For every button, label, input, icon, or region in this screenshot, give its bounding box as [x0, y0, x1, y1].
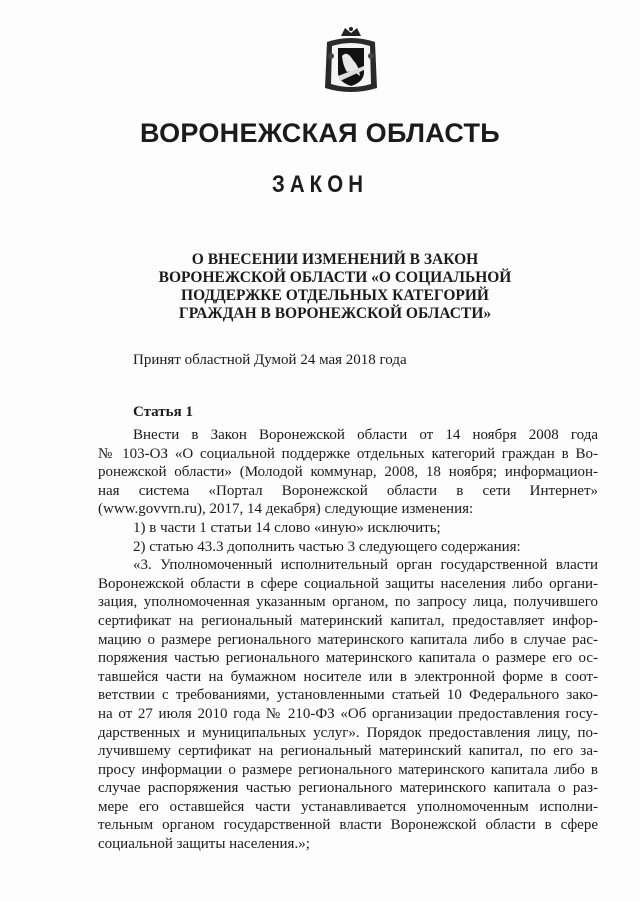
- text-line: ветствии с требованиями, установленными статьей 10 Федерального зако-: [98, 687, 598, 704]
- text-line: дарственных и муниципальных услуг». Порядок предоставления лицу, по-: [98, 724, 598, 741]
- text-line: Воронежской области в сфере социальной защиты населения либо органи-: [98, 575, 598, 592]
- text-line: «3. Уполномоченный исполнительный орган государственной власти: [133, 557, 598, 574]
- text-line: на от 27 июля 2010 года № 210-ФЗ «Об организации предоставления госу-: [98, 705, 598, 722]
- law-title-line: О ВНЕСЕНИИ ИЗМЕНЕНИЙ В ЗАКОН: [191, 251, 479, 268]
- adoption-date: Принят областной Думой 24 мая 2018 года: [133, 352, 407, 368]
- text-line: зация, уполномоченная указанным органом, по запросу лица, получившего: [98, 594, 598, 611]
- text-line: ная система «Портал Воронежской области в сети Интернет»: [98, 482, 598, 499]
- text-line: 2) статью 43.3 дополнить частью 3 следующего содержания:: [133, 538, 521, 555]
- text-line: (www.govvrn.ru), 2017, 14 декабря) следующие изменения:: [98, 501, 474, 518]
- text-line: просу информации о размере регионального материнского капитала либо в: [98, 761, 598, 778]
- text-line: случае распоряжения частью регионального материнского капитала о раз-: [98, 780, 598, 797]
- law-title-line: ВОРОНЕЖСКОЙ ОБЛАСТИ «О СОЦИАЛЬНОЙ: [158, 269, 512, 286]
- text-line: мере его оставшейся части устанавливается уполномоченным исполни-: [98, 798, 598, 815]
- law-title: [120, 251, 550, 323]
- text-line: тавшейся части на бумажном носителе или в электронной форме в соот-: [98, 668, 598, 685]
- text-line: социальной защиты населения.»;: [98, 836, 310, 853]
- text-line: № 103-ОЗ «О социальной поддержке отдельных категорий граждан в Во-: [98, 445, 598, 462]
- text-line: Внести в Закон Воронежской области от 14 ноября 2008 года: [133, 427, 598, 443]
- law-title-line: ПОДДЕРЖКЕ ОТДЕЛЬНЫХ КАТЕГОРИЙ: [181, 287, 489, 304]
- article-heading: Статья 1: [133, 404, 193, 420]
- text-line: мацию о размере регионального материнского капитала либо в случае рас-: [98, 631, 598, 648]
- text-line: поряжения частью регионального материнского капитала о размере его ос-: [98, 650, 598, 667]
- text-line: 1) в части 1 статьи 14 слово «иную» исключить;: [133, 519, 441, 536]
- text-line: лучившему сертификат на региональный материнский капитал, по его за-: [98, 743, 598, 760]
- article-body: [98, 426, 598, 854]
- region-heading: ВОРОНЕЖСКАЯ ОБЛАСТЬ: [139, 118, 501, 148]
- text-line: сертификат на региональный материнский капитал, предоставляет инфор-: [98, 612, 598, 629]
- law-title-line: ГРАЖДАН В ВОРОНЕЖСКОЙ ОБЛАСТИ»: [178, 305, 492, 322]
- document-type-heading: ЗАКОН: [271, 171, 369, 198]
- coat-of-arms-icon: [323, 26, 379, 96]
- text-line: тельным органом государственной власти Воронежской области в сфере: [98, 817, 598, 834]
- text-line: ронежской области» (Молодой коммунар, 2008, 18 ноября; информацион-: [98, 464, 598, 481]
